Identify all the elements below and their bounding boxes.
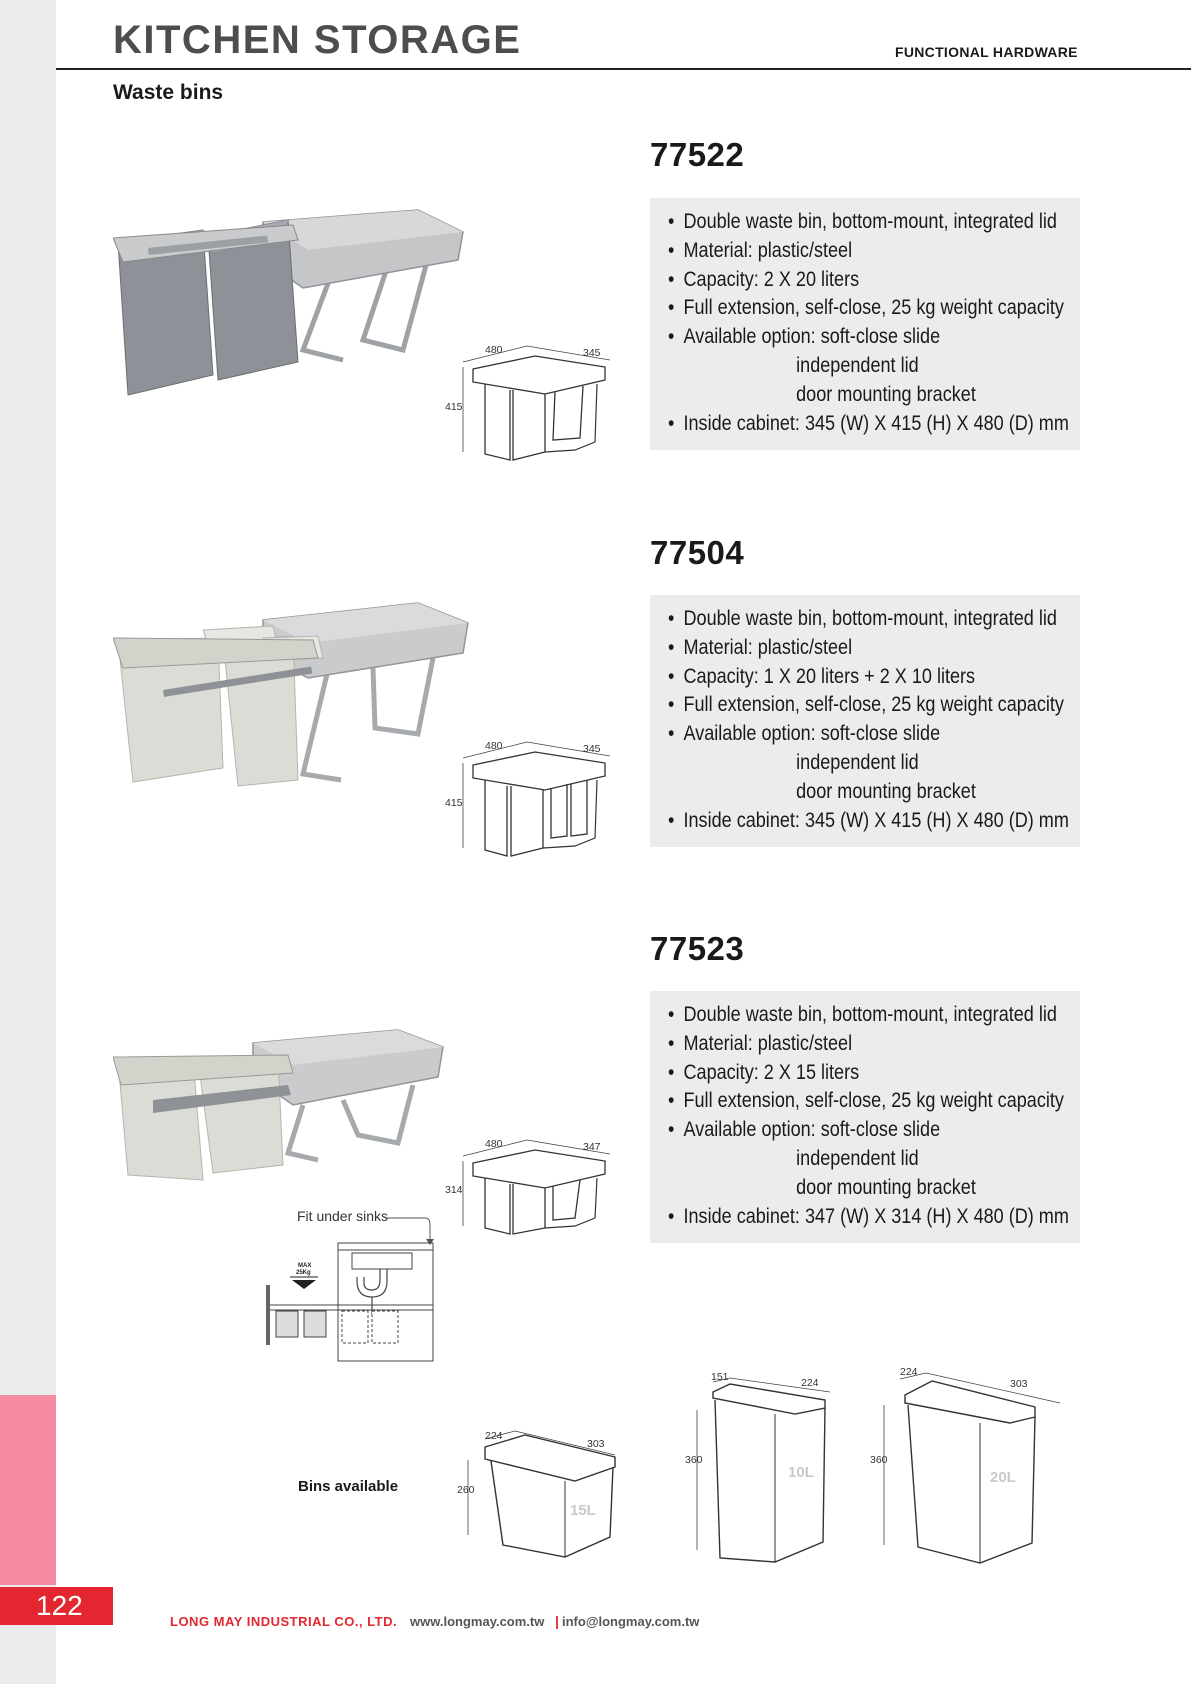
- svg-text:260: 260: [457, 1484, 475, 1496]
- product-photo-77523: [113, 1025, 453, 1210]
- footer-separator: |: [555, 1613, 559, 1629]
- spec-item: • Capacity: 1 X 20 liters + 2 X 10 liters: [668, 663, 1022, 692]
- spec-item-continued: independent lid: [796, 750, 919, 774]
- header-divider: [56, 68, 1191, 70]
- svg-text:314: 314: [445, 1184, 463, 1196]
- svg-text:480: 480: [485, 740, 503, 752]
- spec-item: • Available option: soft-close slide: [668, 323, 1022, 352]
- spec-item: • Full extension, self-close, 25 kg weight capacity: [668, 691, 1022, 720]
- spec-item: • Available option: soft-close slide: [668, 720, 1022, 749]
- svg-text:360: 360: [685, 1454, 703, 1466]
- spec-item-continued: door mounting bracket: [796, 779, 976, 803]
- svg-text:303: 303: [1010, 1378, 1028, 1390]
- spec-item: • Double waste bin, bottom-mount, integrated lid: [668, 1001, 1022, 1030]
- spec-item: • Available option: soft-close slide: [668, 1116, 1022, 1145]
- spec-item: • Full extension, self-close, 25 kg weight capacity: [668, 1087, 1022, 1116]
- svg-text:480: 480: [485, 1138, 503, 1150]
- bin-15l-diagram: [455, 1425, 635, 1570]
- page-number: 122: [0, 1587, 113, 1625]
- svg-text:224: 224: [801, 1377, 819, 1389]
- spec-item: • Capacity: 2 X 20 liters: [668, 266, 1022, 295]
- footer-company-name: LONG MAY INDUSTRIAL CO., LTD.: [170, 1614, 398, 1629]
- svg-text:345: 345: [583, 743, 601, 755]
- svg-text:224: 224: [900, 1366, 918, 1378]
- model-number-77523: 77523: [650, 930, 745, 967]
- product-photo-77504: [113, 598, 473, 798]
- svg-text:303: 303: [587, 1438, 605, 1450]
- spec-item: • Double waste bin, bottom-mount, integrated lid: [668, 208, 1022, 237]
- page-title: KITCHEN STORAGE: [113, 18, 522, 62]
- svg-text:10L: 10L: [788, 1464, 814, 1481]
- svg-text:151: 151: [711, 1371, 729, 1383]
- model-number-77522: 77522: [650, 136, 745, 173]
- spec-item-continued: independent lid: [796, 353, 919, 377]
- spec-item: • Material: plastic/steel: [668, 634, 1022, 663]
- svg-text:224: 224: [485, 1430, 503, 1442]
- svg-text:480: 480: [485, 344, 503, 356]
- sink-cabinet-diagram: [260, 1215, 445, 1365]
- spec-item: • Capacity: 2 X 15 liters: [668, 1059, 1022, 1088]
- category-label: FUNCTIONAL HARDWARE: [895, 44, 1078, 60]
- svg-text:345: 345: [583, 347, 601, 359]
- svg-text:MAX: MAX: [298, 1263, 312, 1269]
- bin-10l-diagram: [685, 1370, 865, 1565]
- svg-text:347: 347: [583, 1141, 601, 1153]
- spec-item: • Material: plastic/steel: [668, 237, 1022, 266]
- dimension-diagram-77522: [445, 342, 625, 482]
- fit-under-sinks-label: Fit under sinks: [297, 1208, 389, 1224]
- svg-text:25Kg: 25Kg: [296, 1270, 311, 1276]
- spec-box-77504: [650, 595, 1080, 847]
- spec-item-continued: door mounting bracket: [796, 382, 976, 406]
- spec-item: • Full extension, self-close, 25 kg weight capacity: [668, 294, 1022, 323]
- svg-text:20L: 20L: [990, 1469, 1016, 1486]
- dimension-diagram-77504: [445, 738, 625, 878]
- section-subtitle: Waste bins: [113, 81, 224, 104]
- spec-item: • Double waste bin, bottom-mount, integrated lid: [668, 605, 1022, 634]
- spec-item: • Material: plastic/steel: [668, 1030, 1022, 1059]
- spec-box-77522: [650, 198, 1080, 450]
- dimension-diagram-77523: [445, 1136, 625, 1256]
- spec-item: • Inside cabinet: 347 (W) X 314 (H) X 480 (D) mm: [668, 1203, 1022, 1232]
- bin-20l-diagram: [870, 1365, 1070, 1565]
- model-number-77504: 77504: [650, 534, 745, 571]
- spec-item-continued: independent lid: [796, 1146, 919, 1170]
- svg-text:360: 360: [870, 1454, 888, 1466]
- svg-text:15L: 15L: [570, 1502, 596, 1519]
- svg-text:415: 415: [445, 401, 463, 413]
- footer-email-link[interactable]: info@longmay.com.tw: [562, 1614, 700, 1629]
- svg-text:415: 415: [445, 797, 463, 809]
- spec-item-continued: door mounting bracket: [796, 1175, 976, 1199]
- spec-item: • Inside cabinet: 345 (W) X 415 (H) X 480 (D) mm: [668, 410, 1022, 439]
- spec-box-77523: [650, 991, 1080, 1243]
- bins-available-label: Bins available: [298, 1478, 399, 1495]
- section-tab-marker: [0, 1395, 56, 1585]
- footer-website-link[interactable]: www.longmay.com.tw: [410, 1614, 545, 1629]
- spec-item: • Inside cabinet: 345 (W) X 415 (H) X 480 (D) mm: [668, 807, 1022, 836]
- product-photo-77522: [113, 200, 473, 410]
